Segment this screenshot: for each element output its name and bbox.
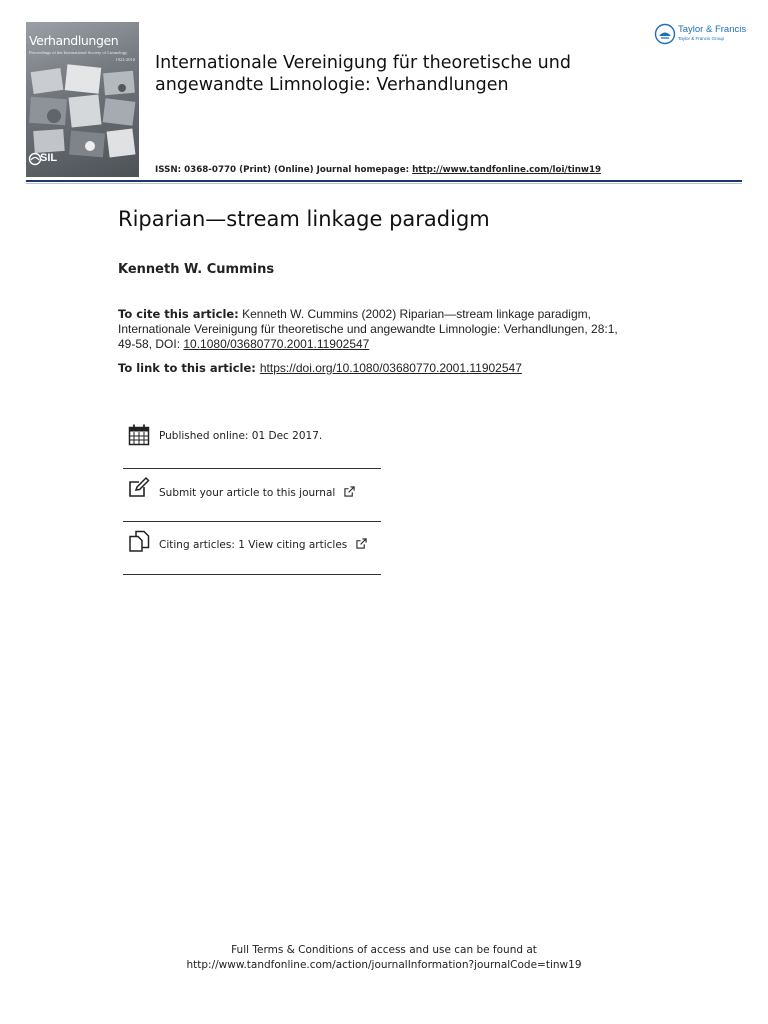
info-divider-1	[123, 468, 381, 469]
external-link-icon	[356, 538, 367, 549]
footer-terms-text: Full Terms & Conditions of access and use can be found at	[231, 944, 537, 956]
footer	[0, 943, 768, 973]
published-date-text: Published online: 01 Dec 2017.	[159, 430, 323, 442]
article-author: Kenneth W. Cummins	[118, 262, 275, 277]
cite-doi-link[interactable]: 10.1080/03680770.2001.11902547	[183, 337, 370, 351]
info-divider-3	[123, 574, 381, 575]
cover-subtitle: Proceedings of the International Society of Limnology	[29, 50, 128, 55]
article-link-line	[118, 361, 522, 375]
citing-articles-icon	[127, 529, 151, 553]
submit-article-link[interactable]	[159, 486, 355, 499]
article-doi-link[interactable]: https://doi.org/10.1080/03680770.2001.11902547	[259, 361, 522, 375]
header-divider	[26, 180, 742, 182]
citing-articles-row[interactable]	[123, 526, 381, 578]
link-label: To link to this article:	[118, 361, 260, 375]
publisher-group: Taylor & Francis Group	[678, 36, 725, 41]
submit-article-label: Submit your article to this journal	[159, 487, 336, 499]
footer-terms-link[interactable]: http://www.tandfonline.com/action/journalInformation?journalCode=tinw19	[186, 959, 582, 971]
cite-label: To cite this article:	[118, 307, 239, 321]
issn-text: ISSN: 0368-0770 (Print) (Online) Journal homepage:	[155, 165, 413, 175]
published-row	[123, 418, 381, 470]
edit-icon	[127, 476, 151, 500]
article-title: Riparian—stream linkage paradigm	[118, 207, 490, 231]
cite-text: Kenneth W. Cummins (2002) Riparian—stream linkage paradigm, Internationale Vereinigung für theoretische und angewandte Limnologie: Verhandlungen, 28:1, 49-58, DOI:	[118, 307, 618, 351]
taylor-francis-logo-icon	[654, 23, 676, 45]
cover-years: 1922-2010	[115, 57, 135, 62]
journal-title: Internationale Vereinigung für theoretische und angewandte Limnologie: Verhandlungen	[155, 53, 571, 95]
publisher-name: Taylor & Francis	[678, 24, 747, 35]
citing-articles-link[interactable]	[159, 538, 367, 551]
header-divider-secondary	[26, 183, 742, 184]
publisher-logo[interactable]	[654, 23, 746, 47]
info-divider-2	[123, 521, 381, 522]
citing-articles-label: Citing articles: 1 View citing articles	[159, 539, 348, 551]
calendar-icon	[127, 423, 151, 447]
journal-homepage-link[interactable]: http://www.tandfonline.com/loi/tinw19	[412, 165, 602, 175]
external-link-icon	[344, 486, 355, 497]
cover-logo-text: SIL	[40, 152, 58, 164]
cover-title: Verhandlungen	[29, 33, 119, 48]
submit-article-row[interactable]	[123, 474, 381, 526]
issn-line	[155, 165, 601, 175]
journal-cover-image	[26, 22, 139, 177]
citation-block	[118, 307, 638, 352]
